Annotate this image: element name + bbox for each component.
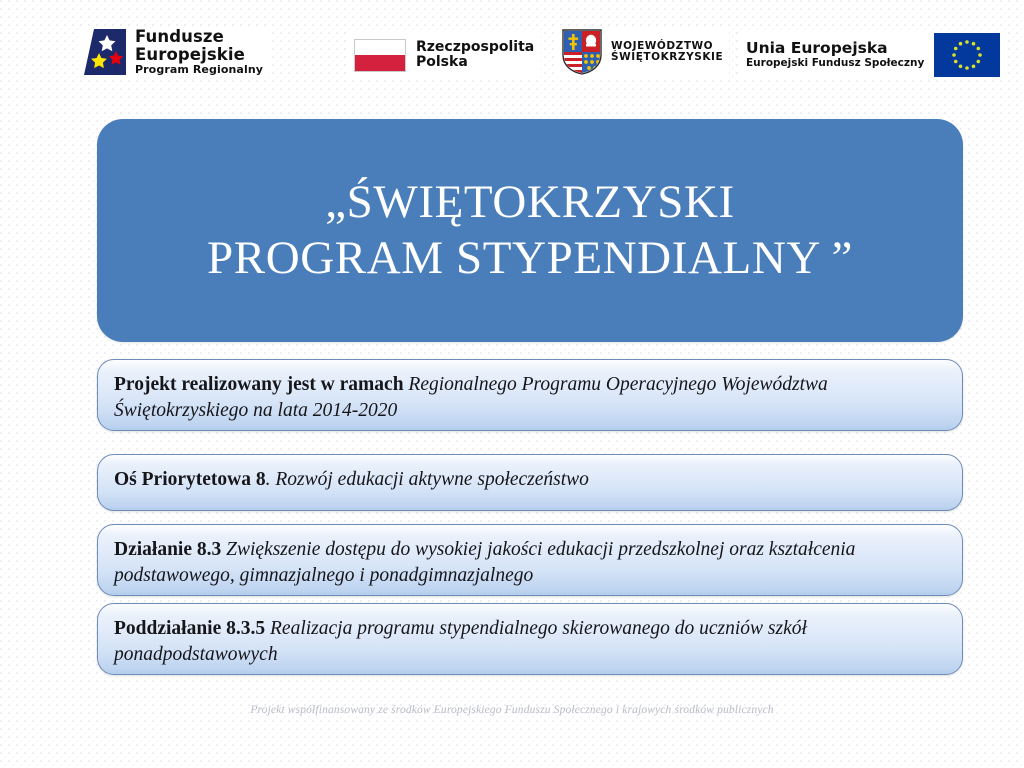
page-title-line-1: „ŚWIĘTOKRZYSKI: [325, 176, 735, 229]
rzeczpospolita-polska-wordmark: [416, 40, 534, 70]
rp-line-1: Rzeczpospolita: [416, 38, 535, 55]
unia-europejska-logo: [740, 30, 1006, 80]
info-box-italic-text: . Rozwój edukacji aktywne społeczeństwo: [265, 469, 589, 490]
info-box-italic-text: Regionalnego Programu Operacyjnego Województwa Świętokrzyskiego na lata 2014-2020: [114, 374, 828, 421]
swietokrzyskie-coat-of-arms-icon: [562, 29, 602, 75]
fe-line-3: Program Regionalny: [135, 63, 264, 77]
flag-red-stripe: [355, 55, 405, 71]
info-box-italic-text: Realizacja programu stypendialnego skierowanego do uczniów szkół ponadpodstawowych: [114, 618, 807, 665]
wsw-line-2: ŚWIĘTOKRZYSKIE: [611, 51, 724, 63]
fundusze-europejskie-wordmark: [135, 28, 263, 77]
page-title-panel: [97, 119, 963, 342]
wojewodztwo-swietokrzyskie-logo: [556, 27, 729, 77]
info-box-text: [114, 616, 948, 667]
info-box-text: [114, 537, 948, 588]
info-box-projekt-realizowany: [97, 359, 963, 431]
fe-line-2: Europejskie: [135, 44, 245, 64]
page-title: [181, 175, 879, 286]
info-box-os-priorytetowa: [97, 454, 963, 511]
ue-line-1: Unia Europejska: [746, 39, 888, 58]
info-box-bold-label: Działanie 8.3: [114, 539, 227, 560]
info-box-italic-text: Zwiększenie dostępu do wysokiej jakości edukacji przedszkolnej oraz kształcenia podstawowego, gimnazjalnego i ponadgimnazjalnego: [114, 539, 856, 586]
logo-strip: [0, 22, 1024, 88]
page-title-line-2: PROGRAM STYPENDIALNY ”: [207, 231, 853, 284]
european-union-flag-icon: [934, 33, 1000, 77]
info-box-text: [114, 372, 948, 423]
rzeczpospolita-polska-logo: [348, 30, 540, 80]
poland-flag-icon: [354, 39, 406, 72]
unia-europejska-wordmark: [746, 40, 924, 69]
wsw-line-1: WOJEWÓDZTWO: [611, 39, 714, 52]
info-box-bold-label: Poddziałanie 8.3.5: [114, 618, 271, 639]
info-box-bold-label: Oś Priorytetowa 8: [114, 469, 266, 490]
info-box-poddzialanie: [97, 603, 963, 675]
wojewodztwo-swietokrzyskie-wordmark: [611, 41, 723, 64]
info-box-bold-label: Projekt realizowany jest w ramach: [114, 374, 409, 395]
rp-line-2: Polska: [416, 54, 468, 70]
info-box-text: [114, 467, 589, 493]
footer-funding-note: Projekt współfinansowany ze środków Europejskiego Funduszu Społecznego i krajowych środków publicznych: [250, 704, 774, 716]
fe-line-1: Fundusze: [135, 26, 224, 46]
flag-white-stripe: [355, 40, 405, 56]
info-box-dzialanie: [97, 524, 963, 596]
ue-line-2: Europejski Fundusz Społeczny: [746, 57, 925, 70]
fundusze-europejskie-logo: [78, 27, 269, 77]
fundusze-europejskie-mark-icon: [84, 29, 126, 75]
